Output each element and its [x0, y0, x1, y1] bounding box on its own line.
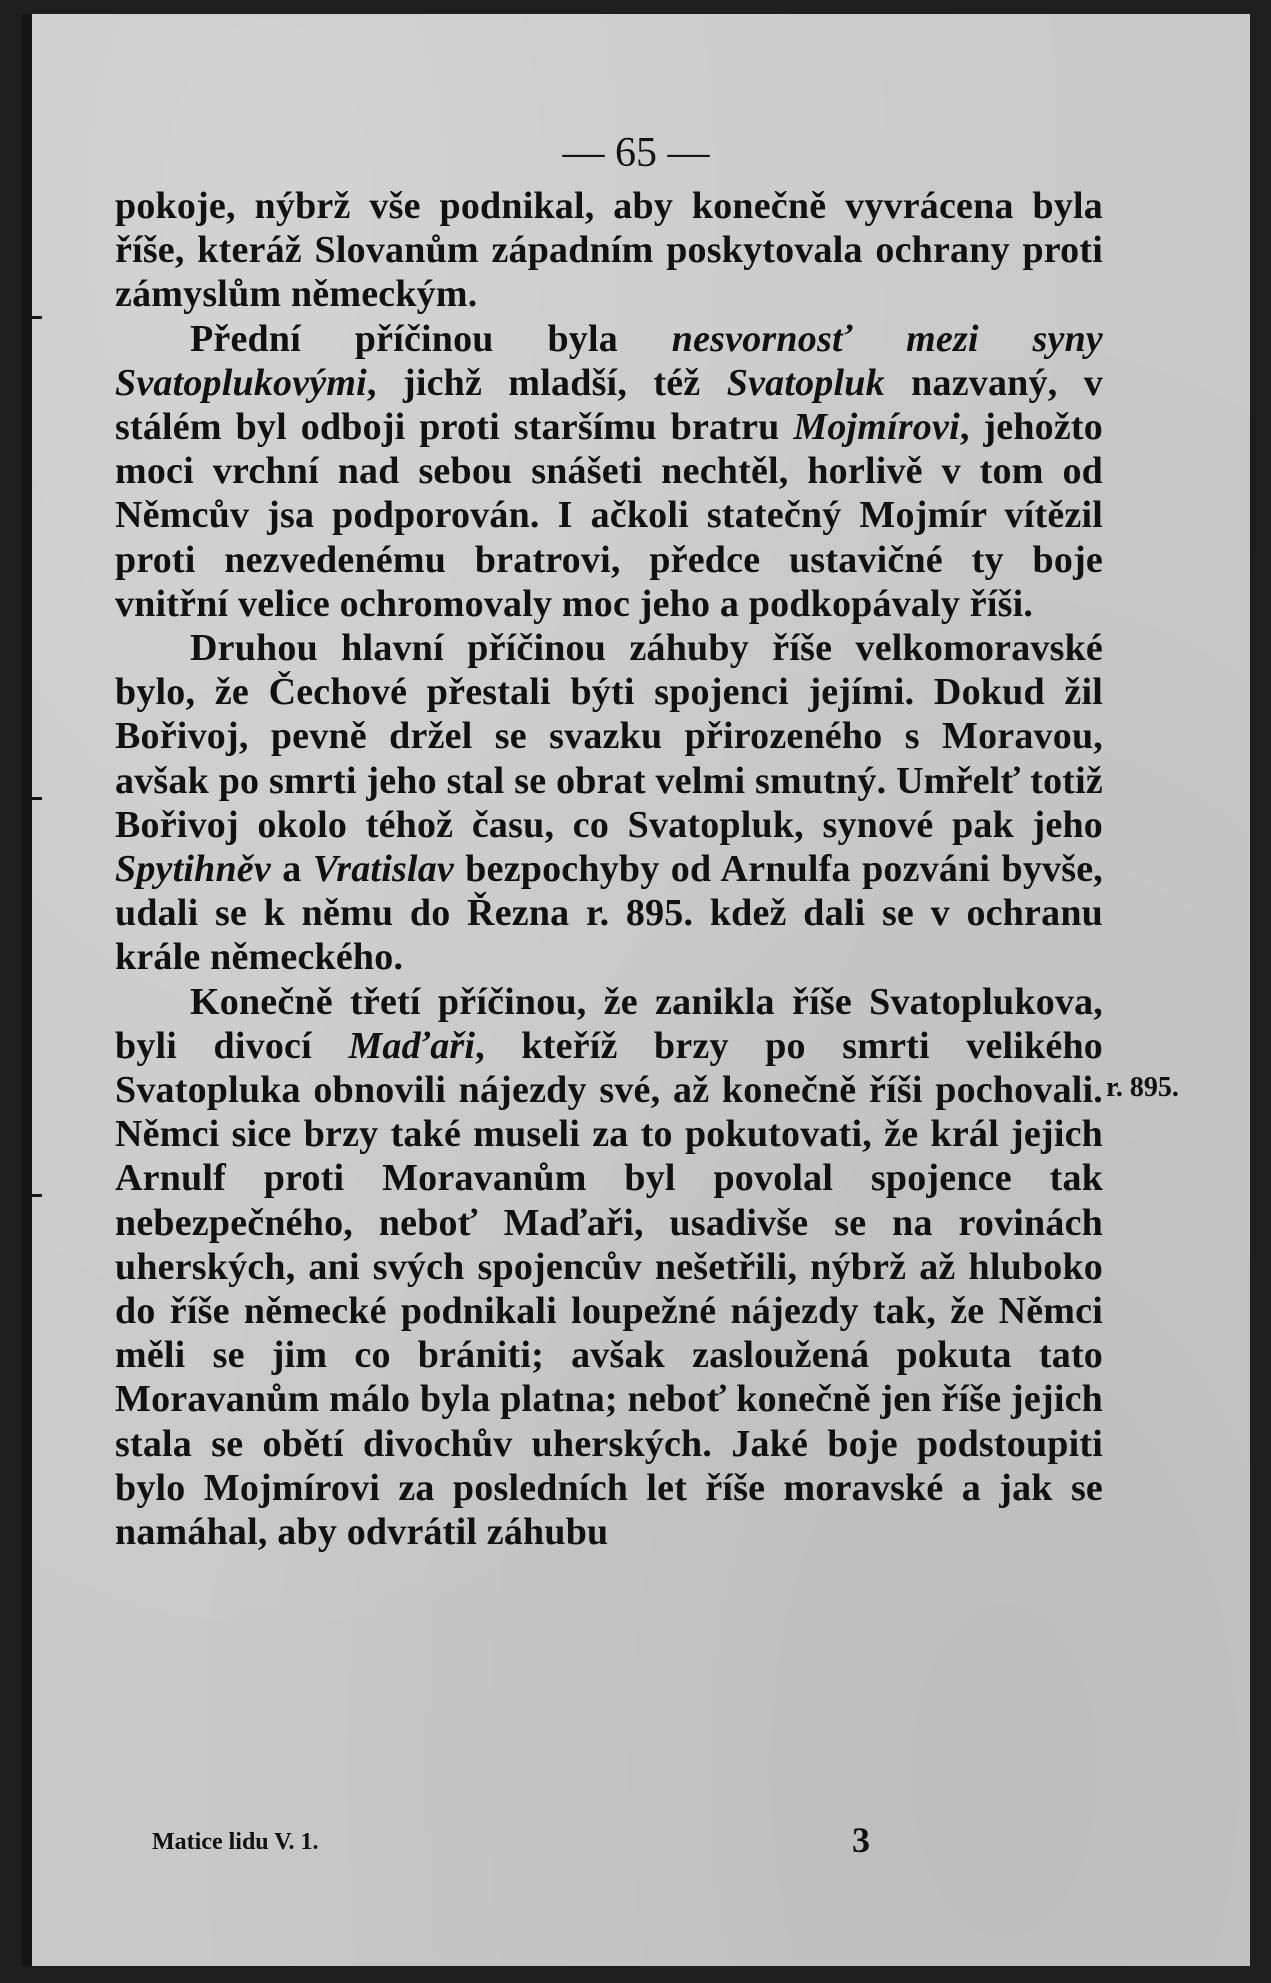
text-segment: Přední příčinou byla [190, 317, 672, 360]
italic-text-segment: Mojmírovi [793, 406, 960, 449]
page-number-header: — 65 — [562, 130, 710, 176]
italic-text-segment: Spytihněv [115, 848, 271, 891]
binding-edge [22, 14, 32, 1966]
text-segment: nazvaný, v stálém byl odboji proti staršímu bratru [115, 361, 1103, 449]
text-segment: pokoje, nýbrž vše podnikal, aby konečně vyvrácena byla říše, kteráž Slovanům západním poskytovala ochrany proti zámyslům německým. [115, 185, 1103, 316]
text-segment: , kteříž brzy po smrti velikého Svatopluka obnovili nájezdy své, až konečně říši pochovali. Němci sice brzy také museli za to pokutovati, že král jejich Arnulf proti Moravanům byl povolal spojence tak nebezpečného, neboť Maďaři, usadivše se na rovinách uherských, ani svých spojencův nešetřili, nýbrž až hluboko do říše německé podnikali loupežné nájezdy tak, že Němci měli se jim co brániti; avšak zasloužená pokuta tato Moravanům málo byla platna; neboť konečně jen říše jejich stala se obětí divochův uherských. Jaké boje podstoupiti bylo Mojmírovi za posledních let říše moravské a jak se namáhal, aby odvrátil záhubu [115, 1024, 1104, 1554]
text-segment: a [270, 848, 313, 891]
italic-text-segment: Maďaři [348, 1024, 476, 1067]
binding-mark [22, 797, 42, 800]
text-segment: bezpochyby od Arnulfa pozváni byvše, udali se k němu do Řezna r. 895. kdež dali se v ochranu krále německého. [115, 848, 1103, 979]
binding-mark [22, 1194, 42, 1197]
text-segment: , jichž mladší, též [366, 361, 727, 404]
paragraph [115, 980, 1103, 1555]
footer-sheet-number: 3 [852, 1820, 870, 1860]
italic-text-segment: nesvornosť mezi syny Svatoplukovými [115, 317, 1103, 404]
footer-signature: Matice lidu V. 1. [152, 1829, 319, 1855]
italic-text-segment: Svatopluk [726, 361, 885, 404]
text-segment: Druhou hlavní příčinou záhuby říše velkomoravské bylo, že Čechové přestali býti spojenci jejími. Dokud žil Bořivoj, pevně držel se svazku přirozeného s Moravou, avšak po smrti jeho stal se obrat velmi smutný. Umřelť totiž Bořivoj okolo téhož času, co Svatopluk, synové pak jeho [115, 627, 1103, 846]
text-segment: , jehožto moci vrchní nad sebou snášeti nechtěl, horlivě v tom od Němcův jsa podporován. I ačkoli statečný Mojmír vítězil proti nezvedenému bratrovi, předce ustavičné ty boje vnitřní velice ochromovaly moc jeho a podkopávaly říši. [115, 406, 1103, 625]
body-text [115, 184, 1103, 1554]
binding-mark [22, 316, 42, 319]
paragraph [115, 184, 1103, 317]
paragraph [115, 317, 1103, 626]
margin-note-year: r. 895. [1106, 1072, 1179, 1103]
italic-text-segment: Vratislav [312, 848, 454, 891]
book-page [22, 14, 1250, 1966]
paragraph [115, 626, 1103, 980]
text-segment: Konečně třetí příčinou, že zanikla říše Svatoplukova, byli divocí [115, 980, 1103, 1067]
